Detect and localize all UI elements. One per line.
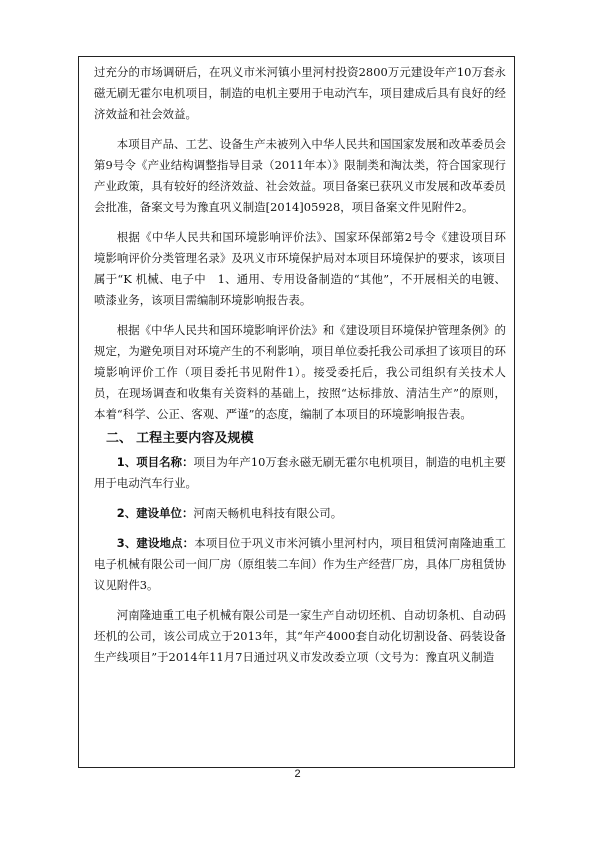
section-heading-number: 二、	[106, 431, 133, 446]
item-project-name	[94, 452, 506, 494]
paragraph-eia-classification: 根据《中华人民共和国环境影响评价法》、国家环保部第2号令《建设项目环境影响评价分类管理名录》及巩义市环境保护局对本项目环境保护的要求，该项目属于“K 机械、电子中 1、通用、专用设备制造的“其他”，不开展相关的电镀、喷漆业务，该项目需编制环境影响报告表。	[94, 230, 506, 307]
paragraph-industrial-policy: 本项目产品、工艺、设备生产未被列入中华人民共和国国家发展和改革委员会第9号令《产业结构调整指导目录（2011年本）》限制类和淘汰类，符合国家现行产业政策，具有较好的经济效益、社会效益。项目备案已获巩义市发展和改革委员会批准，备案文号为豫直巩义制造[2014]05928，项目备案文件见附件2。	[94, 137, 506, 214]
item-text: 项目为年产10万套永磁无刷无霍尔电机项目，制造的电机主要用于电动汽车行业。	[94, 455, 506, 490]
section-heading	[94, 428, 506, 450]
item-construction-site	[94, 533, 506, 596]
item-label: 1、项目名称：	[116, 455, 194, 469]
paragraph-landlord-company: 河南隆迪重工电子机械有限公司是一家生产自动切坯机、自动切条机、自动码坯机的公司，该公司成立于2013年，其“年产4000套自动化切割设备、码装设备生产线项目”于2014年11月7日通过巩义市发改委立项（文号为：豫直巩义制造	[94, 608, 506, 664]
page-number: 2	[294, 768, 301, 780]
item-text: 本项目位于巩义市米河镇小里河村内，项目租赁河南隆迪重工电子机械有限公司一间厂房（原组装二车间）作为生产经营厂房，具体厂房租赁协议见附件3。	[94, 536, 506, 592]
paragraph-project-intro-continued: 过充分的市场调研后，在巩义市米河镇小里河村投资2800万元建设年产10万套永磁无刷无霍尔电机项目，制造的电机主要用于电动汽车，项目建成后具有良好的经济效益和社会效益。	[94, 65, 506, 121]
document-body	[94, 62, 506, 668]
item-construction-unit	[94, 503, 506, 524]
item-label: 2、建设单位：	[116, 506, 194, 520]
item-label: 3、建设地点：	[116, 536, 195, 550]
section-heading-title: 工程主要内容及规模	[136, 431, 254, 446]
paragraph-eia-commission: 根据《中华人民共和国环境影响评价法》和《建设项目环境保护管理条例》的规定，为避免项目对环境产生的不利影响，项目单位委托我公司承担了该项目的环境影响评价工作（项目委托书见附件1）。接受委托后，我公司组织有关技术人员，在现场调查和收集有关资料的基础上，按照“达标排放、清洁生产”的原则，本着“科学、公正、客观、严谨”的态度，编制了本项目的环境影响报告表。	[94, 323, 506, 421]
item-text: 河南天畅机电科技有限公司。	[193, 506, 343, 520]
